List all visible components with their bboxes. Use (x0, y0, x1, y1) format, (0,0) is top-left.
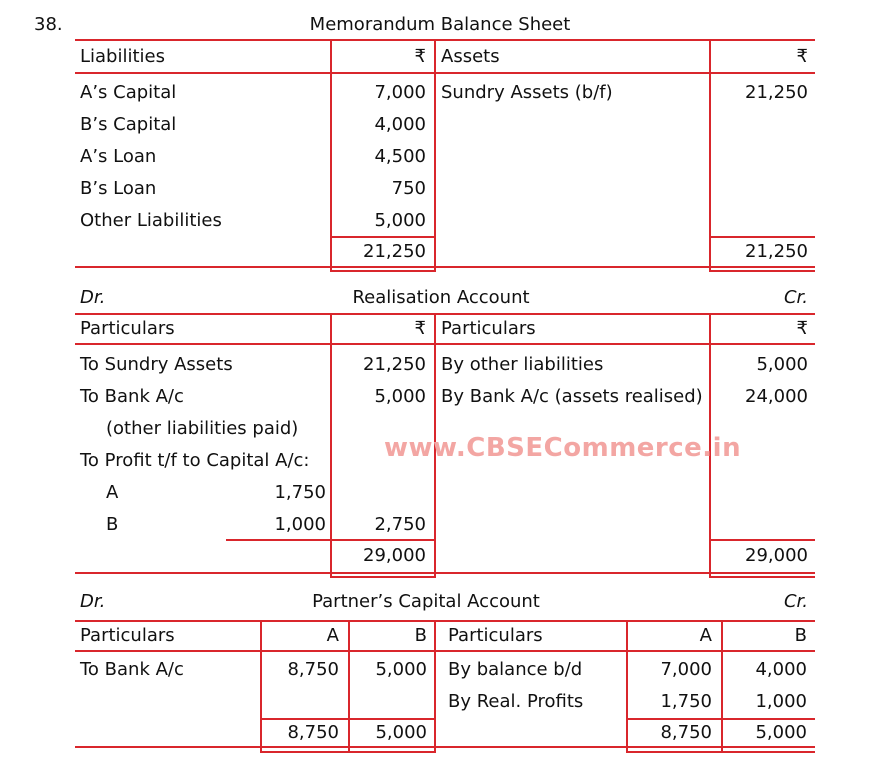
total-debit-b: 5,000 (375, 722, 427, 743)
liability-amount: 5,000 (374, 210, 426, 231)
liability-name: A’s Loan (80, 146, 157, 167)
partner-label: B (106, 514, 119, 535)
rule (434, 39, 436, 272)
rule (709, 576, 815, 578)
realisation-title: Realisation Account (352, 287, 530, 308)
profit-share: 1,750 (274, 482, 326, 503)
total-assets: 21,250 (745, 241, 808, 262)
rule (709, 236, 815, 238)
liability-name: B’s Capital (80, 114, 177, 135)
particulars-header: Particulars (448, 625, 543, 646)
dr-label: Dr. (80, 591, 106, 612)
liability-amount: 750 (391, 178, 426, 199)
credit-amount-a: 1,750 (660, 691, 712, 712)
partner-b-header: B (794, 625, 807, 646)
credit-entry: By Bank A/c (assets realised) (441, 386, 703, 407)
rule (75, 650, 815, 652)
particulars-header: Particulars (441, 318, 536, 339)
total-credit-b: 5,000 (755, 722, 807, 743)
debit-amount: 5,000 (374, 386, 426, 407)
credit-amount-a: 7,000 (660, 659, 712, 680)
capital-title: Partner’s Capital Account (312, 591, 540, 612)
rule (75, 39, 815, 41)
credit-entry: By other liabilities (441, 354, 604, 375)
debit-entry: To Bank A/c (80, 386, 184, 407)
question-number: 38. (34, 14, 63, 35)
credit-amount: 5,000 (756, 354, 808, 375)
particulars-header: Particulars (80, 318, 175, 339)
total-credit-a: 8,750 (660, 722, 712, 743)
debit-amount: 2,750 (374, 514, 426, 535)
rule (709, 539, 815, 541)
cr-label: Cr. (783, 287, 808, 308)
rupee-header: ₹ (414, 318, 426, 339)
debit-amount-b: 5,000 (375, 659, 427, 680)
debit-entry: To Bank A/c (80, 659, 184, 680)
rule (434, 620, 436, 753)
credit-entry: By balance b/d (448, 659, 583, 680)
rule (709, 270, 815, 272)
rule (330, 313, 332, 578)
credit-entry: By Real. Profits (448, 691, 584, 712)
rupee-header: ₹ (796, 318, 808, 339)
rule (709, 39, 711, 272)
rule (75, 343, 815, 345)
rule (75, 313, 815, 315)
total-liabilities: 21,250 (363, 241, 426, 262)
total-credit: 29,000 (745, 545, 808, 566)
rule (330, 539, 434, 541)
rule (330, 576, 434, 578)
debit-amount: 21,250 (363, 354, 426, 375)
partner-label: A (106, 482, 119, 503)
rupee-header: ₹ (796, 46, 808, 67)
rule (75, 266, 815, 268)
rule (75, 620, 815, 622)
particulars-header: Particulars (80, 625, 175, 646)
balance-sheet-title: Memorandum Balance Sheet (309, 14, 571, 35)
rule (75, 572, 815, 574)
credit-amount: 24,000 (745, 386, 808, 407)
debit-entry: To Profit t/f to Capital A/c: (80, 450, 310, 471)
liability-amount: 4,000 (374, 114, 426, 135)
liability-amount: 4,500 (374, 146, 426, 167)
credit-amount-b: 1,000 (755, 691, 807, 712)
partner-b-header: B (414, 625, 427, 646)
rule (75, 746, 815, 748)
assets-header: Assets (441, 46, 500, 67)
partner-a-header: A (326, 625, 339, 646)
asset-name: Sundry Assets (b/f) (441, 82, 613, 103)
cr-label: Cr. (783, 591, 808, 612)
asset-amount: 21,250 (745, 82, 808, 103)
rupee-header: ₹ (414, 46, 426, 67)
debit-entry: To Sundry Assets (80, 354, 233, 375)
liability-name: Other Liabilities (80, 210, 222, 231)
liabilities-header: Liabilities (80, 46, 165, 67)
rule (330, 236, 434, 238)
partner-a-header: A (699, 625, 712, 646)
liability-amount: 7,000 (374, 82, 426, 103)
rule (75, 72, 815, 74)
total-debit-a: 8,750 (287, 722, 339, 743)
liability-name: A’s Capital (80, 82, 177, 103)
profit-share: 1,000 (274, 514, 326, 535)
liability-name: B’s Loan (80, 178, 157, 199)
debit-narration: (other liabilities paid) (106, 418, 299, 439)
debit-amount-a: 8,750 (287, 659, 339, 680)
dr-label: Dr. (80, 287, 106, 308)
credit-amount-b: 4,000 (755, 659, 807, 680)
rule (330, 270, 434, 272)
total-debit: 29,000 (363, 545, 426, 566)
rule (226, 539, 330, 541)
watermark: www.CBSECommerce.in (384, 433, 742, 463)
